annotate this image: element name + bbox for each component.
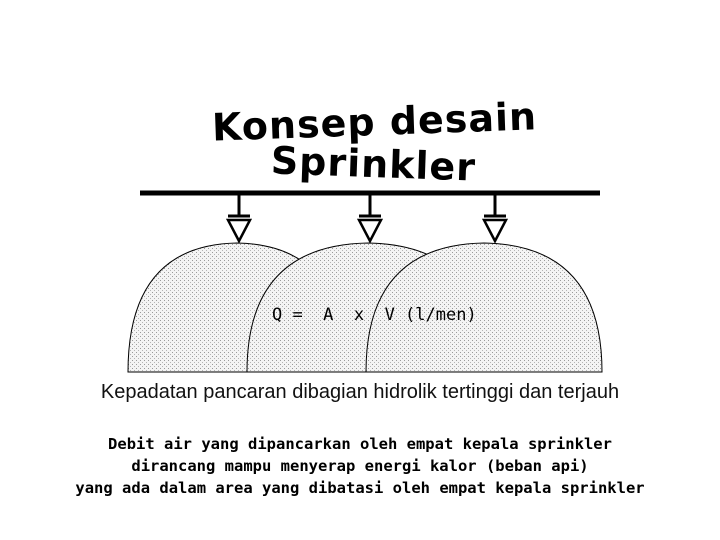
- sprinkler-head-2: [359, 193, 381, 241]
- description-line-2: dirancang mampu menyerap energi kalor (beban api): [131, 457, 589, 475]
- description-line-1: Debit air yang dipancarkan oleh empat kepala sprinkler: [108, 435, 612, 453]
- description: [0, 433, 720, 499]
- sprinkler-head-3: [484, 193, 506, 241]
- title-line-2: Sprinkler: [270, 138, 477, 190]
- description-line-3: yang ada dalam area yang dibatasi oleh empat kepala sprinkler: [75, 479, 645, 497]
- flow-formula: Q = A x V (l/men): [272, 305, 477, 325]
- title-line-1: Konsep desain: [211, 94, 538, 150]
- sprinkler-head-1: [228, 193, 250, 241]
- caption: Kepadatan pancaran dibagian hidrolik tertinggi dan terjauh: [100, 381, 620, 403]
